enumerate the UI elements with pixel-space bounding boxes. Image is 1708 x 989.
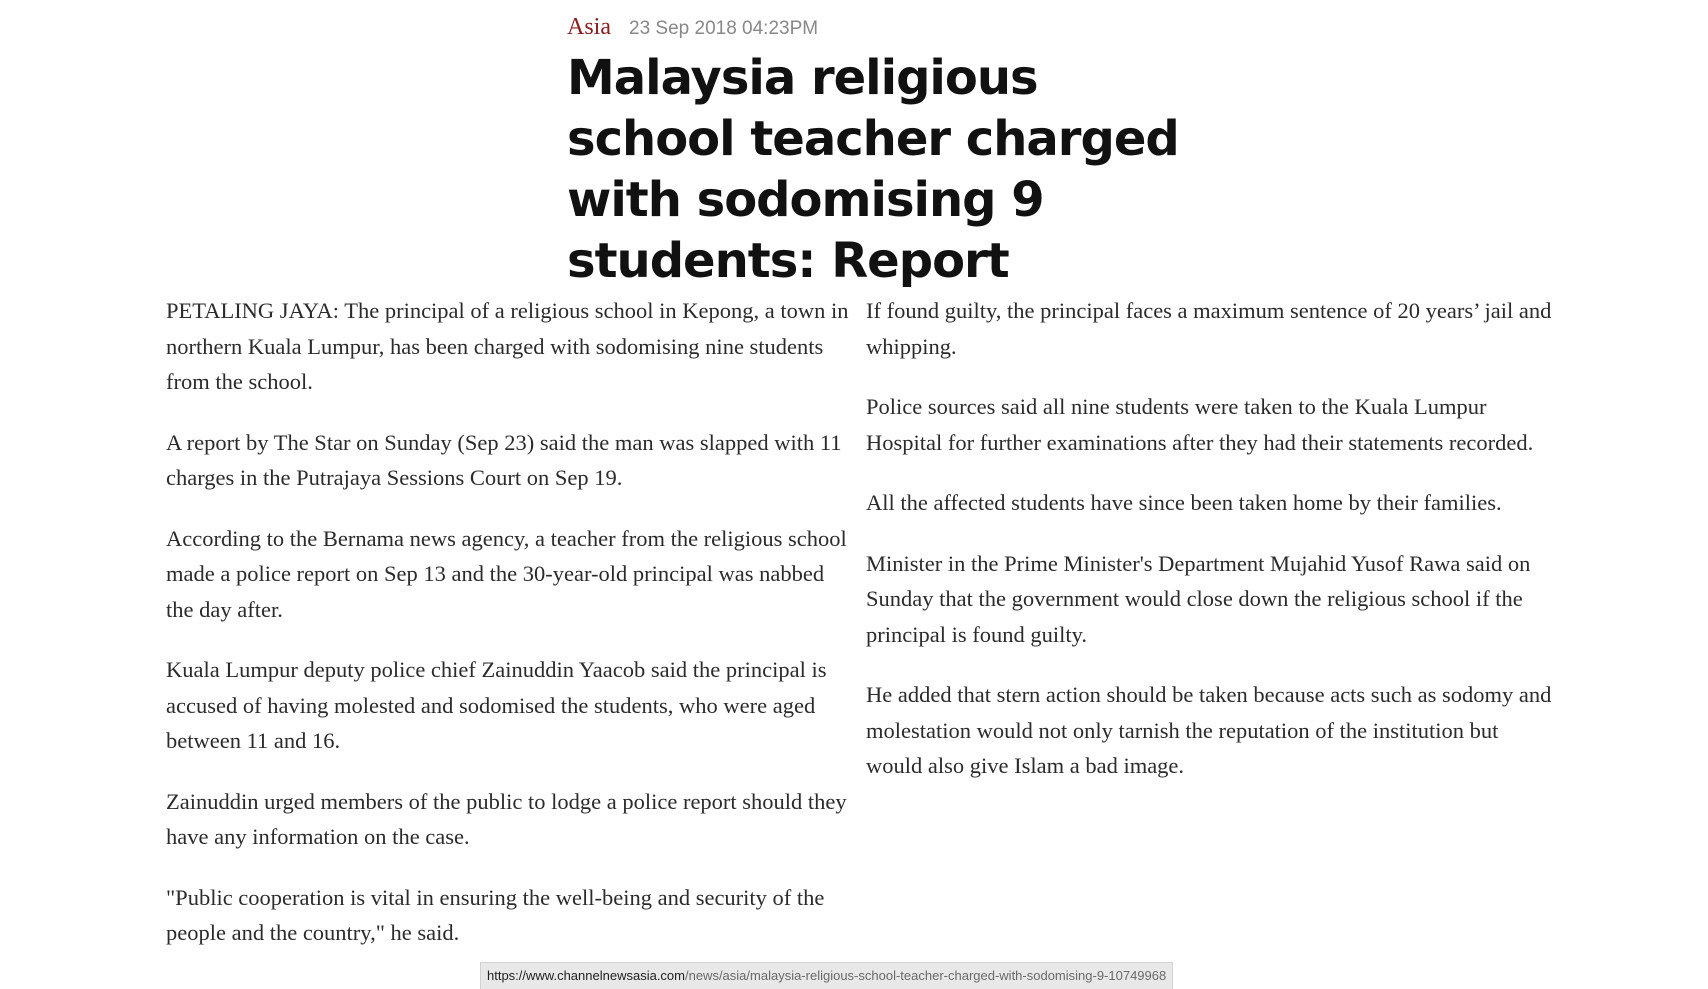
- paragraph: Police sources said all nine students were taken to the Kuala Lumpur Hospital for further examinations after they had their statements recorded.: [866, 394, 1534, 455]
- paragraph: If found guilty, the principal faces a maximum sentence of 20 years’ jail and whipping.: [866, 298, 1552, 359]
- paragraph: "Public cooperation is vital in ensuring the well-being and security of the people and the country," he said.: [166, 884, 825, 945]
- paragraph: PETALING JAYA: The principal of a religious school in Kepong, a town in northern Kuala Lumpur, has been charged with sodomising nine students from the school.: [166, 298, 849, 394]
- publish-timestamp: 23 Sep 2018 04:23PM: [629, 18, 819, 39]
- paragraph: All the affected students have since been taken home by their families.: [866, 490, 1502, 515]
- paragraph: Minister in the Prime Minister's Department Mujahid Yusof Rawa said on Sunday that the government would close down the religious school if the principal is found guilty.: [866, 550, 1531, 647]
- paragraph: Zainuddin urged members of the public to lodge a police report should they have any information on the case.: [166, 788, 847, 849]
- article-meta: [567, 14, 818, 41]
- status-bar-url: [480, 962, 1173, 989]
- article-headline: Malaysia religious school teacher charged with sodomising 9 students: Report: [567, 50, 1179, 289]
- url-path: /news/asia/malaysia-religious-school-teacher-charged-with-sodomising-9-10749968: [684, 968, 1167, 983]
- category-link[interactable]: Asia: [567, 14, 611, 40]
- paragraph: A report by The Star on Sunday (Sep 23) said the man was slapped with 11 charges in the Putrajaya Sessions Court on Sep 19.: [166, 429, 842, 490]
- url-host: https://www.channelnewsasia.com: [487, 968, 685, 983]
- article-body-right-column: [866, 293, 1556, 809]
- paragraph: He added that stern action should be taken because acts such as sodomy and molestation would not only tarnish the reputation of the institution but would also give Islam a bad image.: [866, 682, 1552, 778]
- paragraph: According to the Bernama news agency, a teacher from the religious school made a police report on Sep 13 and the 30-year-old principal was nabbed the day after.: [166, 525, 847, 622]
- article-body-left-column: [166, 293, 856, 976]
- paragraph: Kuala Lumpur deputy police chief Zainuddin Yaacob said the principal is accused of having molested and sodomised the students, who were aged between 11 and 16.: [166, 657, 827, 753]
